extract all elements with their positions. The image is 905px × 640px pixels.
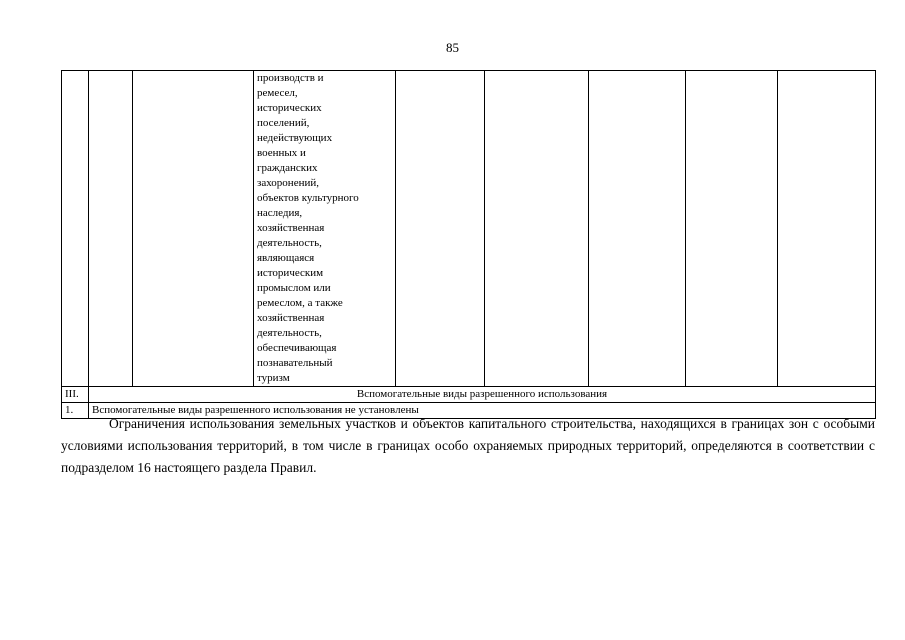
table-cell bbox=[133, 71, 254, 387]
table-cell bbox=[396, 71, 485, 387]
table-cell bbox=[778, 71, 876, 387]
body-paragraph: Ограничения использования земельных участков и объектов капитального строительства, находящихся в границах зон с особыми условиями использования территорий, в том числе в границах особо охраняемых природных территорий, определяются в соответствии с подразделом 16 настоящего раздела Правил. bbox=[61, 416, 875, 475]
table-cell bbox=[589, 71, 686, 387]
table-row bbox=[62, 71, 876, 387]
regulations-table bbox=[61, 70, 876, 419]
table-cell bbox=[686, 71, 778, 387]
table-cell bbox=[485, 71, 589, 387]
table-cell bbox=[62, 71, 89, 387]
row-number-cell: 1. bbox=[62, 403, 89, 419]
section-title-cell: Вспомогательные виды разрешенного использования bbox=[89, 387, 876, 403]
permitted-use-description-cell: производств и ремесел, исторических поселений, недействующих военных и гражданских захоронений, объектов культурного наследия, хозяйственная деятельность, являющаяся историческим промыслом или ремеслом, а также хозяйственная деятельность, обеспечивающая познавательный туризм bbox=[254, 71, 396, 387]
table-cell bbox=[89, 71, 133, 387]
row-text-cell: Вспомогательные виды разрешенного использования не установлены bbox=[89, 403, 876, 419]
page-number: 85 bbox=[446, 40, 459, 55]
section-number-cell: III. bbox=[62, 387, 89, 403]
section-header-row bbox=[62, 387, 876, 403]
